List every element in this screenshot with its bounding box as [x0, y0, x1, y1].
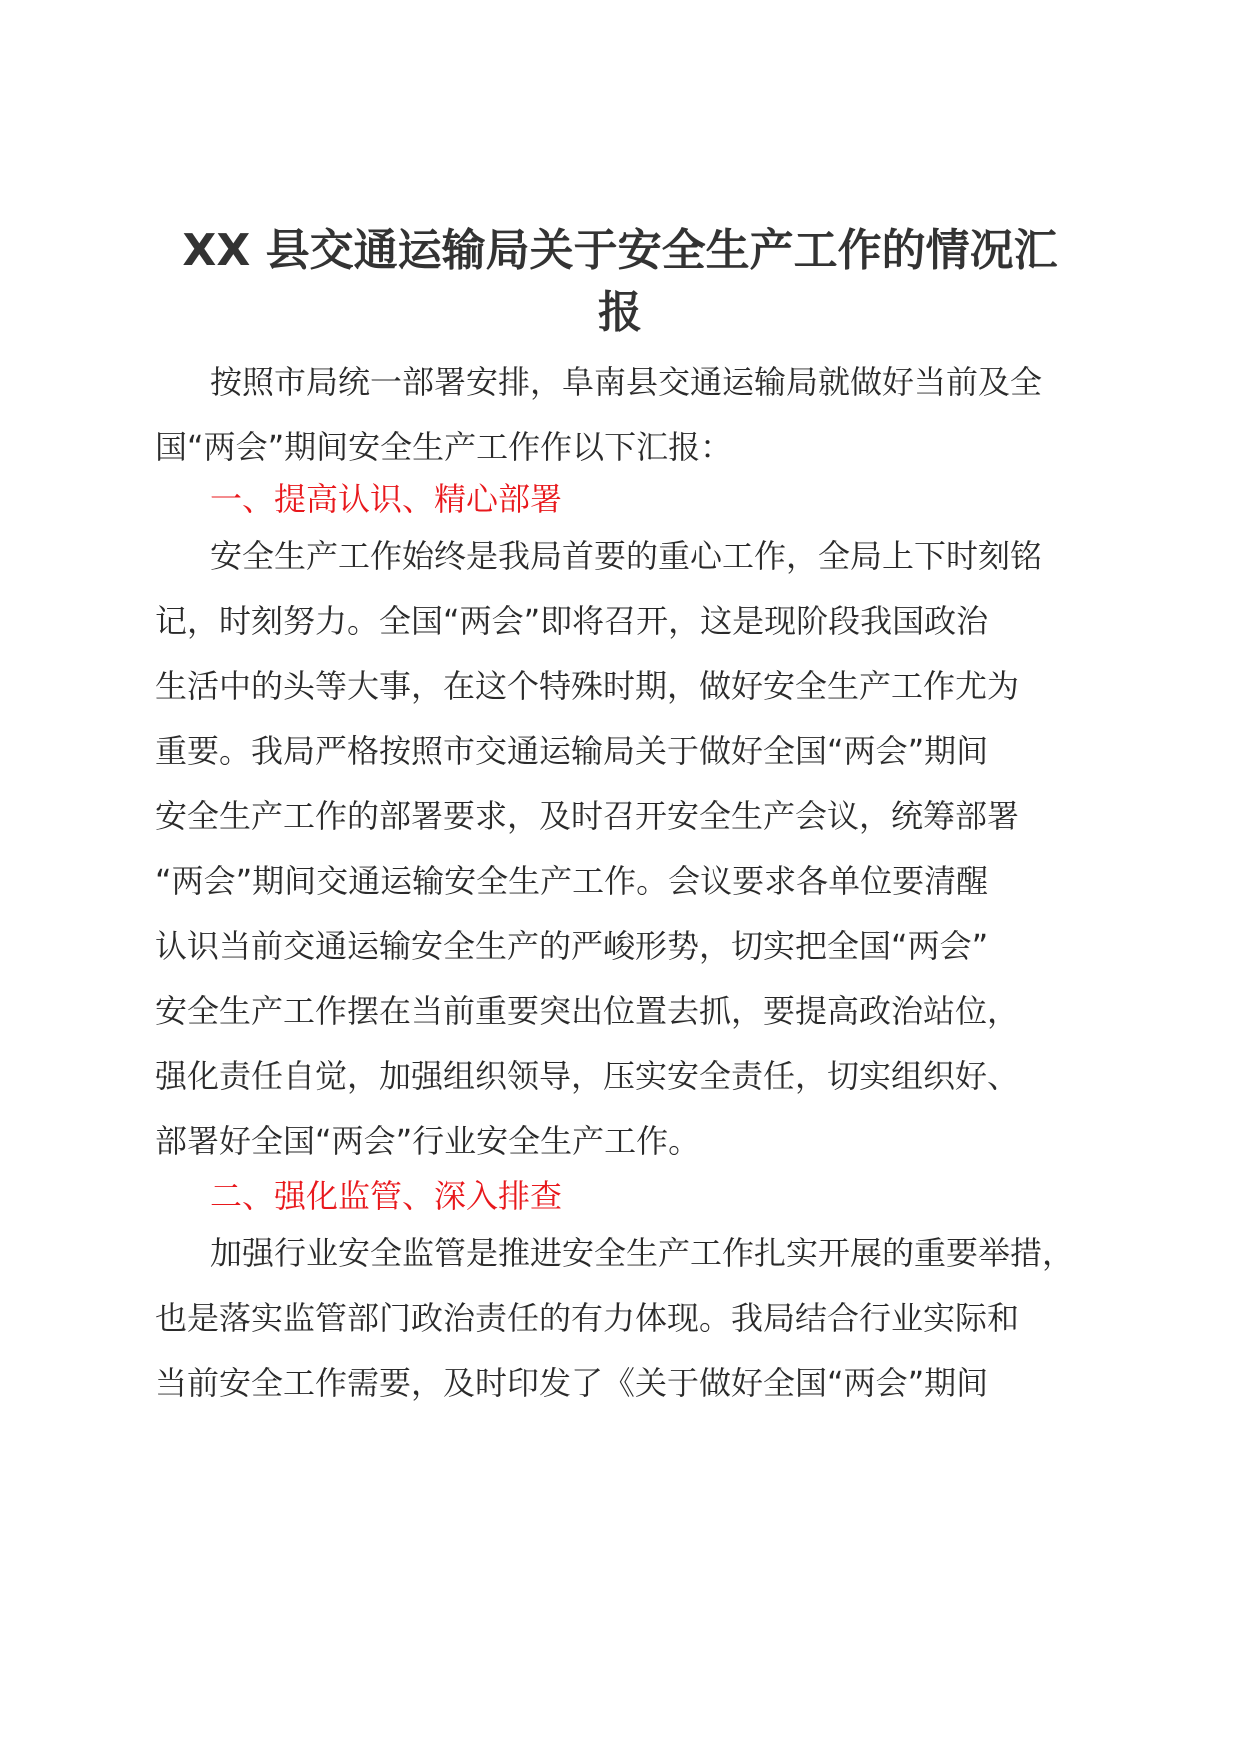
- paragraph-line: 当前安全工作需要，及时印发了《关于做好全国“两会”期间: [155, 1364, 989, 1402]
- paragraph-line: 安全生产工作的部署要求，及时召开安全生产会议，统筹部署: [155, 797, 1020, 835]
- section-1-paragraph: [155, 524, 1085, 1174]
- section-heading-2: 二、强化监管、深入排查: [210, 1177, 563, 1215]
- document-title: [150, 220, 1090, 344]
- paragraph-line: 认识当前交通运输安全生产的严峻形势，切实把全国“两会”: [155, 927, 989, 965]
- paragraph-line: 安全生产工作始终是我局首要的重心工作，全局上下时刻铭: [210, 537, 1043, 575]
- paragraph-line: 按照市局统一部署安排，阜南县交通运输局就做好当前及全: [210, 363, 1043, 401]
- paragraph-line: 记，时刻努力。全国“两会”即将召开，这是现阶段我国政治: [155, 602, 989, 640]
- paragraph-line: 重要。我局严格按照市交通运输局关于做好全国“两会”期间: [155, 732, 989, 770]
- paragraph-line: 安全生产工作摆在当前重要突出位置去抓，要提高政治站位，: [155, 992, 1020, 1030]
- paragraph-line: “两会”期间交通运输安全生产工作。会议要求各单位要清醒: [155, 862, 989, 900]
- title-line-2: 报: [598, 287, 642, 338]
- paragraph-line: 生活中的头等大事，在这个特殊时期，做好安全生产工作尤为: [155, 667, 1020, 705]
- intro-paragraph: [155, 350, 1085, 480]
- paragraph-line: 也是落实监管部门政治责任的有力体现。我局结合行业实际和: [155, 1299, 1020, 1337]
- paragraph-line: 强化责任自觉，加强组织领导，压实安全责任，切实组织好、: [155, 1057, 1020, 1095]
- paragraph-line: 加强行业安全监管是推进安全生产工作扎实开展的重要举措，: [210, 1234, 1075, 1272]
- section-heading-1: 一、提高认识、精心部署: [210, 480, 563, 518]
- section-2-paragraph: [155, 1221, 1085, 1416]
- title-line-1: XX 县交通运输局关于安全生产工作的情况汇: [182, 225, 1058, 276]
- paragraph-line: 国“两会”期间安全生产工作作以下汇报：: [155, 428, 733, 466]
- paragraph-line: 部署好全国“两会”行业安全生产工作。: [155, 1122, 701, 1160]
